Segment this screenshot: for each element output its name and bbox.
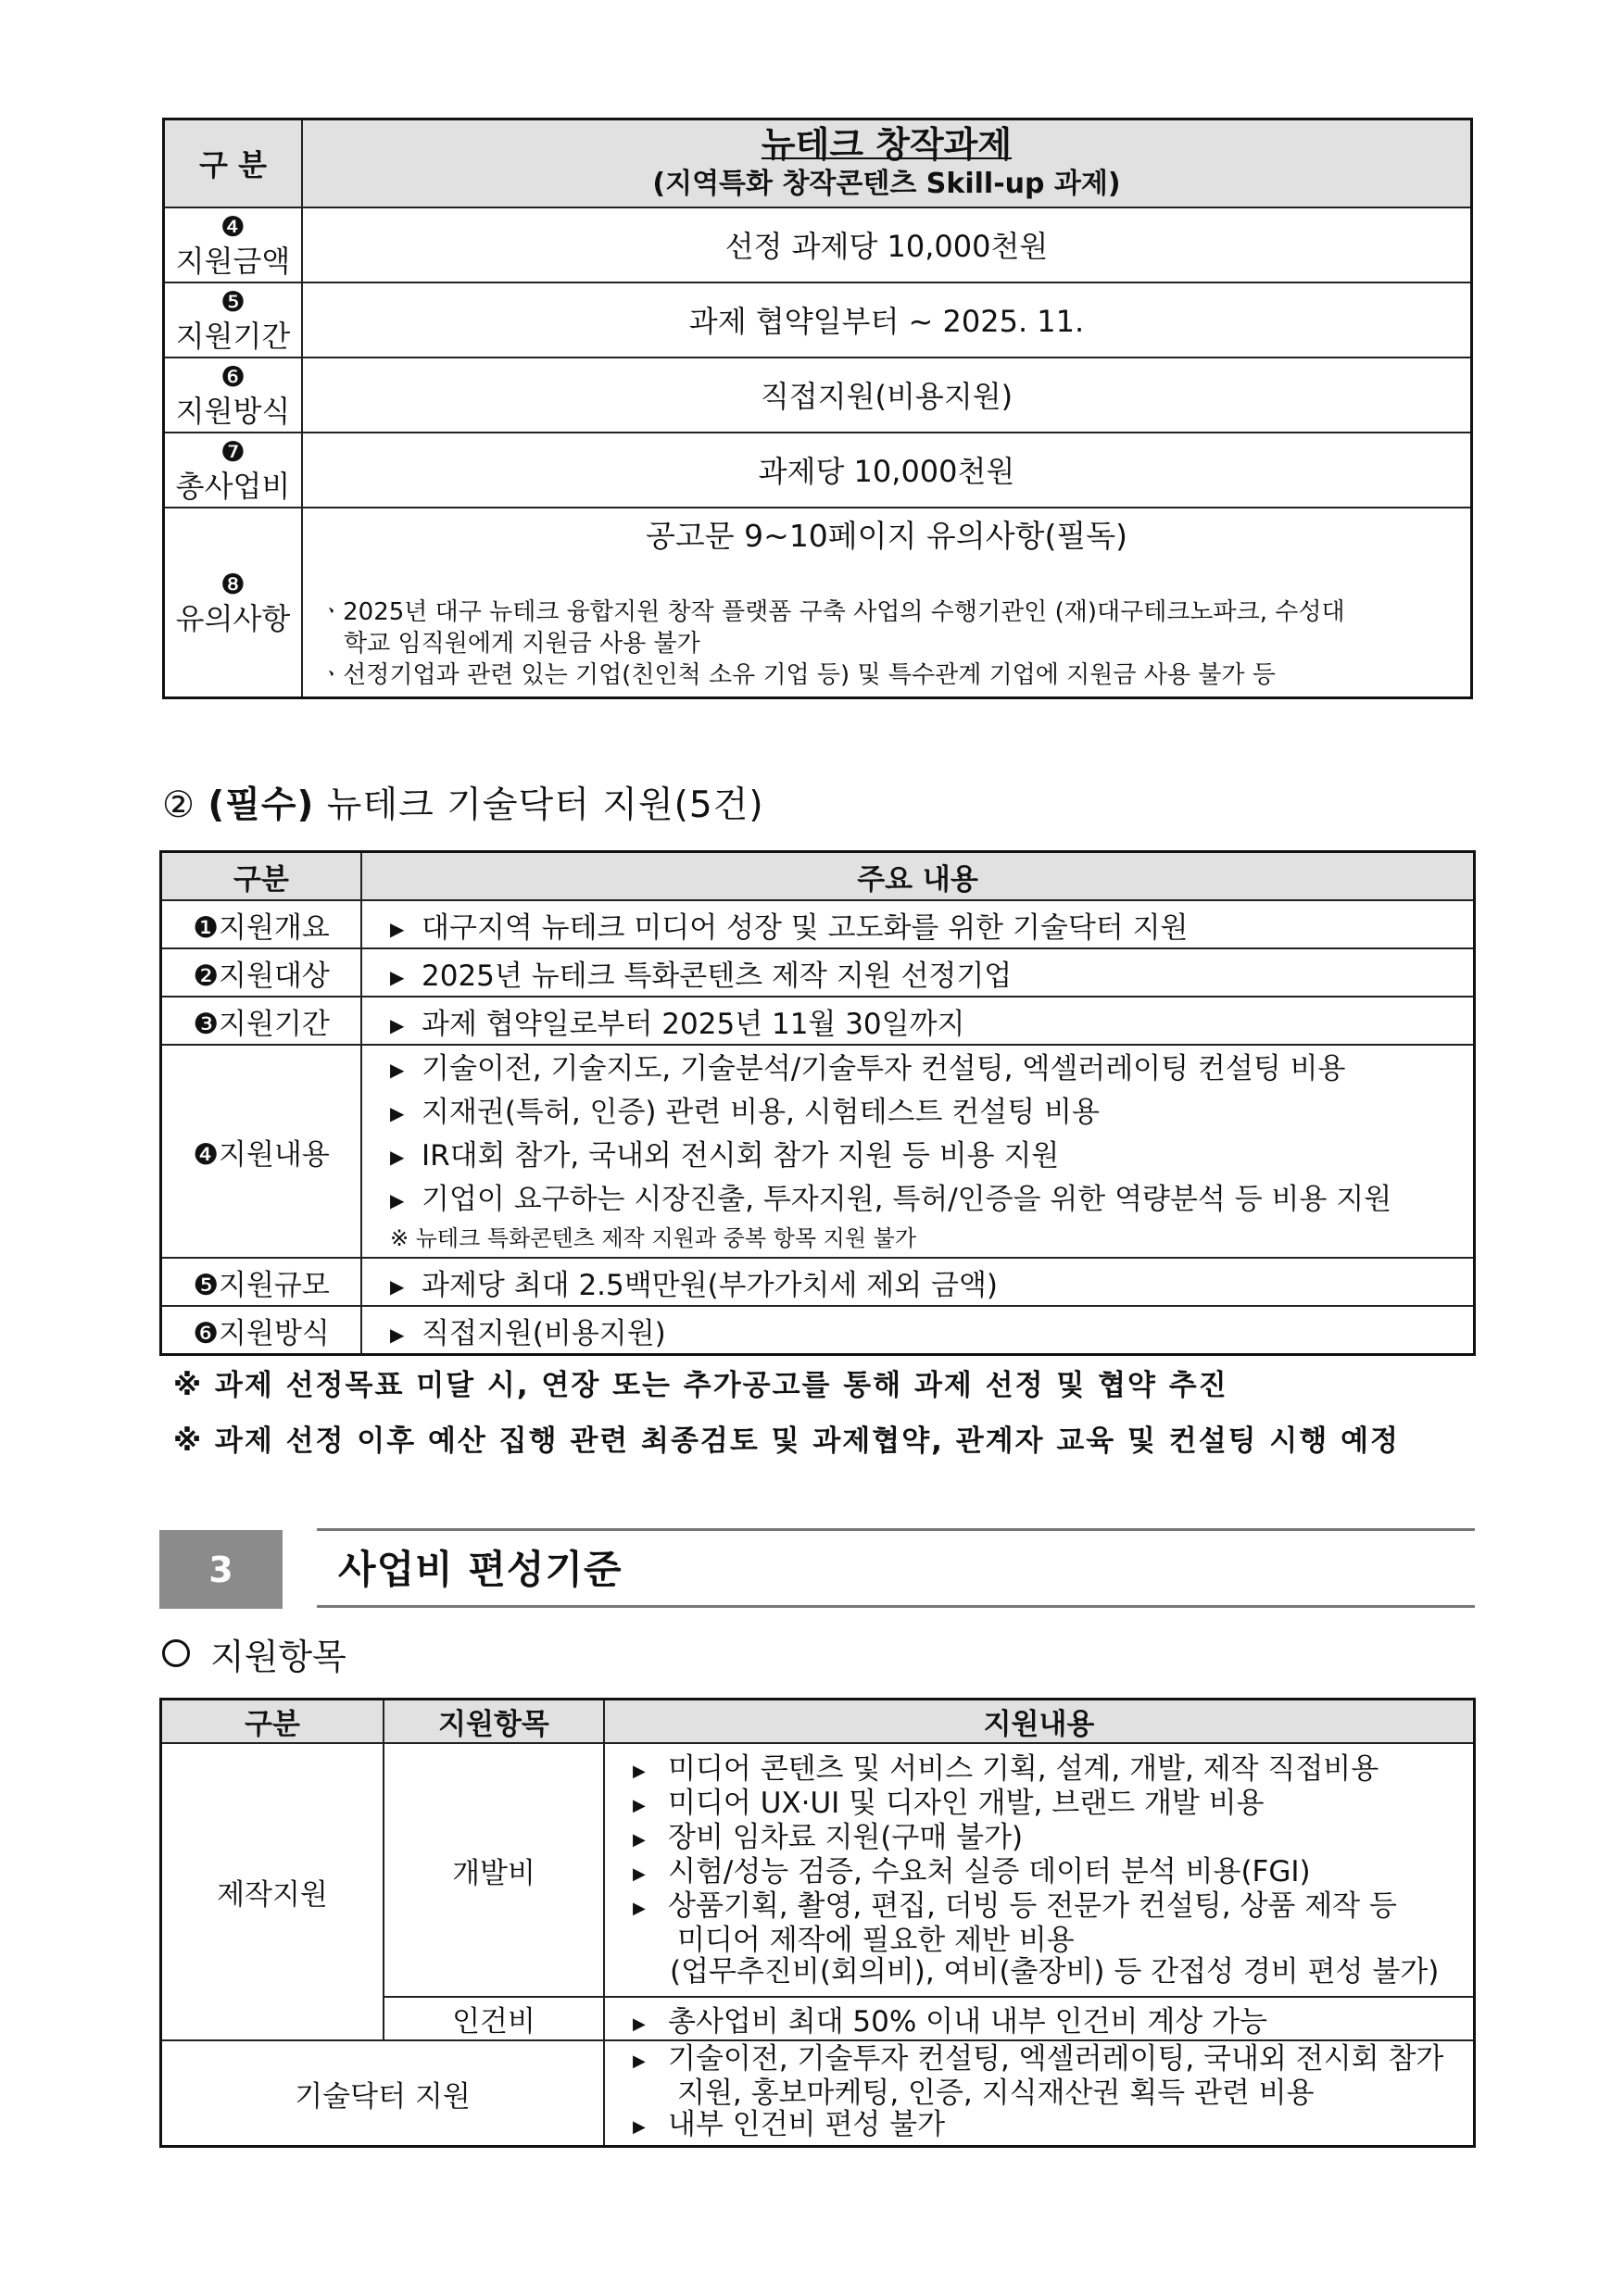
number-marker: ❽ bbox=[220, 569, 245, 601]
triangle-bullet-icon: ▶ bbox=[390, 965, 405, 988]
triangle-bullet-icon: ▶ bbox=[390, 917, 405, 940]
section-heading-tech-doctor bbox=[162, 776, 764, 828]
table-row bbox=[164, 282, 1472, 358]
triangle-bullet-icon: ▶ bbox=[390, 1059, 405, 1081]
notes-bullet-continued: 학교 임직원에게 지원금 사용 불가 bbox=[344, 629, 700, 658]
row-value: 직접지원(비용지원) bbox=[302, 358, 1472, 433]
triangle-bullet-icon: ▶ bbox=[390, 1102, 405, 1124]
section-title: 사업비 편성기준 bbox=[338, 1547, 623, 1592]
number-marker: ❹ bbox=[220, 211, 245, 244]
row-label: 지원방식 bbox=[175, 394, 291, 429]
row-item: 과제 협약일로부터 2025년 11월 30일까지 bbox=[422, 1007, 965, 1041]
content-item-continued: 지원, 홍보마케팅, 인증, 지식재산권 획득 관련 비용 bbox=[677, 2076, 1315, 2110]
category-label: 제작지원 bbox=[161, 1743, 384, 2040]
notes-list bbox=[303, 596, 1470, 696]
section-divider-bottom bbox=[317, 1605, 1475, 1608]
section-number-badge: 3 bbox=[159, 1530, 283, 1609]
content-item: 시험/성능 검증, 수요처 실증 데이터 분석 비용(FGI) bbox=[668, 1854, 1311, 1888]
row-label: ❺지원규모 bbox=[161, 1258, 362, 1306]
table-row bbox=[161, 948, 1475, 997]
table1-title: 뉴테크 창작과제 bbox=[761, 124, 1013, 166]
category-label: 기술닥터 지원 bbox=[161, 2040, 605, 2147]
item-label: 개발비 bbox=[384, 1743, 604, 1997]
content-item-continued: 미디어 제작에 필요한 제반 비용 bbox=[677, 1923, 1075, 1957]
triangle-bullet-icon: ▶ bbox=[390, 1323, 405, 1346]
table3-header-content: 지원내용 bbox=[604, 1700, 1475, 1744]
section-title: 뉴테크 기술닥터 지원(5건) bbox=[326, 784, 764, 826]
number-marker: ❺ bbox=[220, 286, 245, 319]
row-item: 지재권(특허, 인증) 관련 비용, 시험테스트 컨설팅 비용 bbox=[422, 1096, 1100, 1129]
content-item-note: (업무추진비(회의비), 여비(출장비) 등 간접성 경비 편성 불가) bbox=[670, 1954, 1440, 1989]
row-item: 직접지원(비용지원) bbox=[422, 1316, 666, 1350]
budget-items-table bbox=[159, 1698, 1476, 2148]
content-item: 장비 임차료 지원(구매 불가) bbox=[668, 1820, 1024, 1854]
table-row bbox=[161, 1743, 1475, 1997]
subheading-label: 지원항목 bbox=[210, 1637, 346, 1677]
triangle-bullet-icon: ▶ bbox=[633, 1761, 646, 1781]
triangle-bullet-icon: ▶ bbox=[633, 2117, 646, 2137]
table-row bbox=[161, 1306, 1475, 1355]
triangle-bullet-icon: ▶ bbox=[390, 1146, 405, 1168]
row-item: 기술이전, 기술지도, 기술분석/기술투자 컨설팅, 엑셀러레이팅 컨설팅 비용 bbox=[422, 1052, 1346, 1085]
triangle-bullet-icon: ▶ bbox=[633, 1863, 646, 1884]
table-row bbox=[161, 900, 1475, 948]
required-tag: (필수) bbox=[208, 784, 315, 826]
table-row bbox=[161, 1045, 1475, 1258]
section-marker: ② bbox=[162, 784, 195, 826]
triangle-bullet-icon: ▶ bbox=[390, 1274, 405, 1298]
table2-header-col1: 구분 bbox=[161, 852, 362, 901]
row-label: ❷지원대상 bbox=[161, 948, 362, 997]
row-value: 과제 협약일부터 ~ 2025. 11. bbox=[302, 282, 1472, 358]
triangle-bullet-icon: ▶ bbox=[390, 1013, 405, 1036]
row-value: 과제당 10,000천원 bbox=[302, 433, 1472, 508]
content-item: 상품기획, 촬영, 편집, 더빙 등 전문가 컨설팅, 상품 제작 등 bbox=[668, 1888, 1397, 1923]
table-row bbox=[161, 997, 1475, 1045]
triangle-bullet-icon: ▶ bbox=[633, 1795, 646, 1815]
circle-bullet-icon bbox=[162, 1639, 190, 1667]
funding-summary-table bbox=[162, 118, 1473, 699]
content-item: 미디어 UX·UI 및 디자인 개발, 브랜드 개발 비용 bbox=[668, 1786, 1265, 1820]
table-row bbox=[164, 433, 1472, 508]
notes-title: 공고문 9~10페이지 유의사항(필독) bbox=[646, 517, 1127, 554]
triangle-bullet-icon: ▶ bbox=[390, 1189, 405, 1211]
section-divider-top bbox=[317, 1528, 1475, 1531]
triangle-bullet-icon: ▶ bbox=[633, 2051, 646, 2071]
row-item: 기업이 요구하는 시장진출, 투자지원, 특허/인증을 위한 역량분석 등 비용 지원 bbox=[422, 1183, 1392, 1216]
table3-header-category: 구분 bbox=[161, 1700, 384, 1744]
triangle-bullet-icon: ▶ bbox=[633, 1829, 646, 1850]
table1-header-title-cell bbox=[302, 119, 1472, 207]
subheading-support-items bbox=[162, 1628, 346, 1679]
row-value: 선정 과제당 10,000천원 bbox=[302, 207, 1472, 282]
table-row bbox=[164, 358, 1472, 433]
notes-bullet: ㆍ선정기업과 관련 있는 기업(친인척 소유 기업 등) 및 특수관계 기업에 지원금 사용 불가 등 bbox=[320, 660, 1276, 689]
tech-doctor-table bbox=[159, 850, 1476, 1356]
notice-line: ※ 과제 선정 이후 예산 집행 관련 최종검토 및 과제협약, 관계자 교육 및 컨설팅 시행 예정 bbox=[173, 1424, 1400, 1458]
content-item: 미디어 콘텐츠 및 서비스 기획, 설계, 개발, 제작 직접비용 bbox=[668, 1751, 1379, 1786]
content-item: 내부 인건비 편성 불가 bbox=[668, 2108, 946, 2141]
item-label: 인건비 bbox=[384, 1997, 604, 2040]
triangle-bullet-icon: ▶ bbox=[633, 2014, 646, 2034]
row-item: 과제당 최대 2.5백만원(부가가치세 제외 금액) bbox=[422, 1268, 998, 1302]
row-label: 총사업비 bbox=[175, 469, 291, 504]
content-item: 총사업비 최대 50% 이내 내부 인건비 계상 가능 bbox=[668, 2005, 1267, 2039]
row-item: IR대회 참가, 국내외 전시회 참가 지원 등 비용 지원 bbox=[422, 1139, 1060, 1173]
row-label: 지원금액 bbox=[175, 244, 291, 279]
table1-subtitle: (지역특화 창작콘텐츠 Skill-up 과제) bbox=[652, 168, 1121, 201]
number-marker: ❻ bbox=[220, 361, 245, 394]
row-label: ❻지원방식 bbox=[161, 1306, 362, 1355]
table-row bbox=[161, 1258, 1475, 1306]
table3-header-item: 지원항목 bbox=[384, 1700, 604, 1744]
notes-bullet: ㆍ2025년 대구 뉴테크 융합지원 창작 플랫폼 구축 사업의 수행기관인 (재)대구테크노파크, 수성대 bbox=[320, 597, 1345, 626]
row-note: ※ 뉴테크 특화콘텐츠 제작 지원과 중복 항목 지원 불가 bbox=[390, 1225, 917, 1251]
triangle-bullet-icon: ▶ bbox=[633, 1898, 646, 1918]
table1-header-label: 구 분 bbox=[164, 119, 303, 207]
notice-line: ※ 과제 선정목표 미달 시, 연장 또는 추가공고를 통해 과제 선정 및 협약 추진 bbox=[173, 1369, 1228, 1402]
row-label: 유의사항 bbox=[175, 601, 291, 636]
table-row bbox=[161, 2040, 1475, 2147]
table-row bbox=[164, 207, 1472, 282]
row-item: 대구지역 뉴테크 미디어 성장 및 고도화를 위한 기술닥터 지원 bbox=[422, 910, 1189, 945]
content-item: 기술이전, 기술투자 컨설팅, 엑셀러레이팅, 국내외 전시회 참가 bbox=[668, 2042, 1444, 2076]
row-label: ❸지원기간 bbox=[161, 997, 362, 1045]
row-item: 2025년 뉴테크 특화콘텐츠 제작 지원 선정기업 bbox=[422, 959, 1013, 993]
row-label: 지원기간 bbox=[175, 319, 291, 354]
row-label: ❶지원개요 bbox=[161, 900, 362, 948]
table-row bbox=[164, 508, 1472, 698]
number-marker: ❼ bbox=[220, 436, 245, 469]
row-label: ❹지원내용 bbox=[161, 1045, 362, 1258]
table2-header-col2: 주요 내용 bbox=[361, 852, 1475, 901]
